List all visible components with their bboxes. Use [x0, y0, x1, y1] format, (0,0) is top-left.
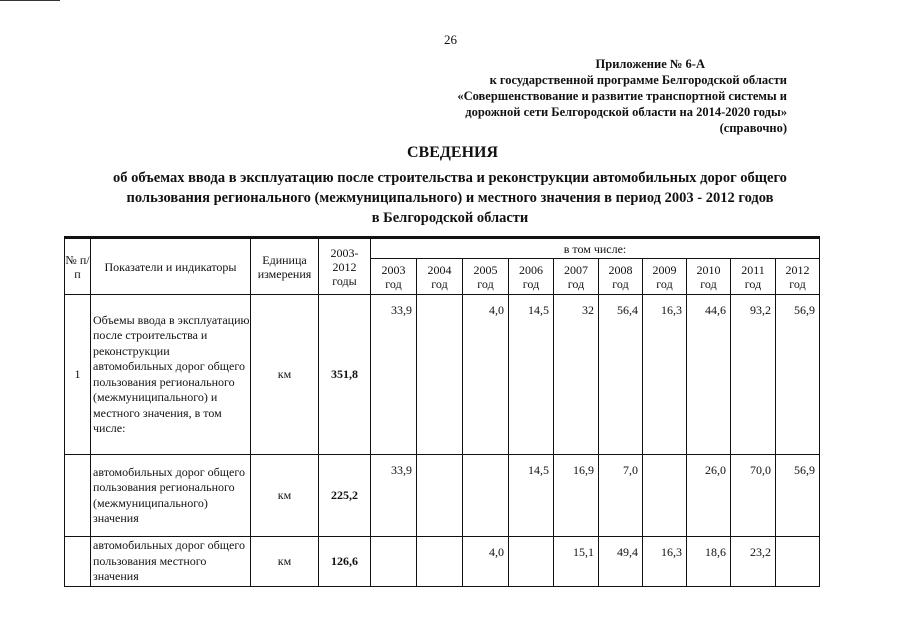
row-value: 93,2	[731, 295, 776, 455]
header-total-line-1: 2003-	[330, 245, 359, 260]
header-including: в том числе:	[371, 239, 820, 259]
subtitle-line-3: в Белгородской области	[371, 210, 529, 226]
row-value: 44,6	[687, 295, 731, 455]
row-total: 351,8	[319, 295, 371, 455]
header-year-suffix: год	[431, 276, 448, 291]
header-year-suffix: год	[522, 276, 540, 291]
row-value	[417, 537, 463, 587]
row-label: Объемы ввода в эксплуатацию после строительства и реконструкции автомобильных дорог общего пользования регионального (межмуниципального) и местного значения, в том числе:	[91, 295, 251, 455]
header-indicators: Показатели и индикаторы	[91, 239, 251, 295]
header-year-suffix: год	[612, 276, 629, 291]
row-unit: км	[251, 455, 319, 537]
appendix-note: (справочно)	[719, 121, 787, 135]
table-row	[65, 455, 820, 537]
corner-mark	[0, 0, 60, 2]
row-value: 70,0	[731, 455, 776, 537]
row-unit: км	[251, 537, 319, 587]
header-year-label: 2009	[652, 262, 677, 277]
row-value: 14,5	[509, 295, 554, 455]
subtitle-line-1: об объемах ввода в эксплуатацию после строительства и реконструкции автомобильных дорог общего	[113, 170, 787, 186]
header-year-label: 2004	[427, 262, 452, 277]
row-value: 56,9	[776, 455, 820, 537]
header-year-suffix: год	[789, 276, 806, 291]
header-year-suffix: год	[744, 276, 762, 291]
row-value: 16,9	[554, 455, 599, 537]
row-value: 4,0	[463, 537, 509, 587]
header-year-suffix: год	[477, 276, 494, 291]
row-value	[463, 455, 509, 537]
header-year-2007	[554, 259, 599, 295]
header-total-line-3: годы	[332, 273, 357, 288]
header-year-suffix: год	[385, 276, 402, 291]
row-num	[65, 537, 91, 587]
page-number: 26	[444, 32, 457, 47]
header-year-label: 2005	[473, 262, 498, 277]
document-subtitle	[60, 168, 840, 228]
row-value: 56,9	[776, 295, 820, 455]
row-value	[776, 537, 820, 587]
header-year-suffix: год	[656, 276, 673, 291]
header-year-suffix: год	[567, 276, 585, 291]
appendix-title: Приложение № 6-А	[595, 57, 705, 71]
appendix-header	[427, 56, 787, 136]
header-year-label: 2008	[608, 262, 633, 277]
header-year-2003	[371, 259, 417, 295]
row-label: автомобильных дорог общего пользования местного значения	[91, 537, 251, 587]
header-year-label: 2003	[381, 262, 406, 277]
row-value: 14,5	[509, 455, 554, 537]
header-year-2010	[687, 259, 731, 295]
appendix-line-3: «Совершенствование и развитие транспортной системы и	[457, 89, 787, 103]
header-year-label: 2010	[696, 262, 721, 277]
row-value: 4,0	[463, 295, 509, 455]
row-value: 15,1	[554, 537, 599, 587]
header-total	[319, 239, 371, 295]
appendix-line-2: к государственной программе Белгородской области	[489, 73, 787, 87]
header-year-2004	[417, 259, 463, 295]
header-year-2006	[509, 259, 554, 295]
row-total: 225,2	[319, 455, 371, 537]
row-total: 126,6	[319, 537, 371, 587]
subtitle-line-2: пользования регионального (межмуниципального) и местного значения в период 2003 - 2012 годов	[126, 190, 774, 206]
appendix-line-4: дорожной сети Белгородской области на 2014-2020 годы»	[465, 105, 787, 119]
table-row	[65, 295, 820, 455]
header-year-2008	[599, 259, 643, 295]
row-num: 1	[65, 295, 91, 455]
row-value: 49,4	[599, 537, 643, 587]
row-unit: км	[251, 295, 319, 455]
header-num: № п/п	[65, 239, 91, 295]
row-value: 7,0	[599, 455, 643, 537]
row-value: 16,3	[643, 537, 687, 587]
row-value	[509, 537, 554, 587]
header-year-2009	[643, 259, 687, 295]
header-year-label: 2007	[564, 262, 588, 277]
row-value: 33,9	[371, 295, 417, 455]
row-value: 23,2	[731, 537, 776, 587]
row-value: 16,3	[643, 295, 687, 455]
row-value: 56,4	[599, 295, 643, 455]
header-year-suffix: год	[700, 276, 717, 291]
row-label: автомобильных дорог общего пользования регионального (межмуниципального) значения	[91, 455, 251, 537]
row-value: 18,6	[687, 537, 731, 587]
header-year-label: 2006	[519, 262, 543, 277]
header-year-label: 2012	[785, 262, 810, 277]
row-num	[65, 455, 91, 537]
data-table	[64, 238, 820, 587]
row-value: 33,9	[371, 455, 417, 537]
header-year-2012	[776, 259, 820, 295]
row-value	[417, 295, 463, 455]
header-total-line-2: 2012	[332, 259, 357, 274]
document-title: СВЕДЕНИЯ	[406, 144, 499, 161]
header-year-2005	[463, 259, 509, 295]
row-value: 32	[554, 295, 599, 455]
row-value: 26,0	[687, 455, 731, 537]
row-value	[371, 537, 417, 587]
header-year-label: 2011	[741, 262, 765, 277]
row-value	[417, 455, 463, 537]
row-value	[643, 455, 687, 537]
header-unit: Единица измерения	[251, 239, 319, 295]
header-year-2011	[731, 259, 776, 295]
table-row	[65, 537, 820, 587]
